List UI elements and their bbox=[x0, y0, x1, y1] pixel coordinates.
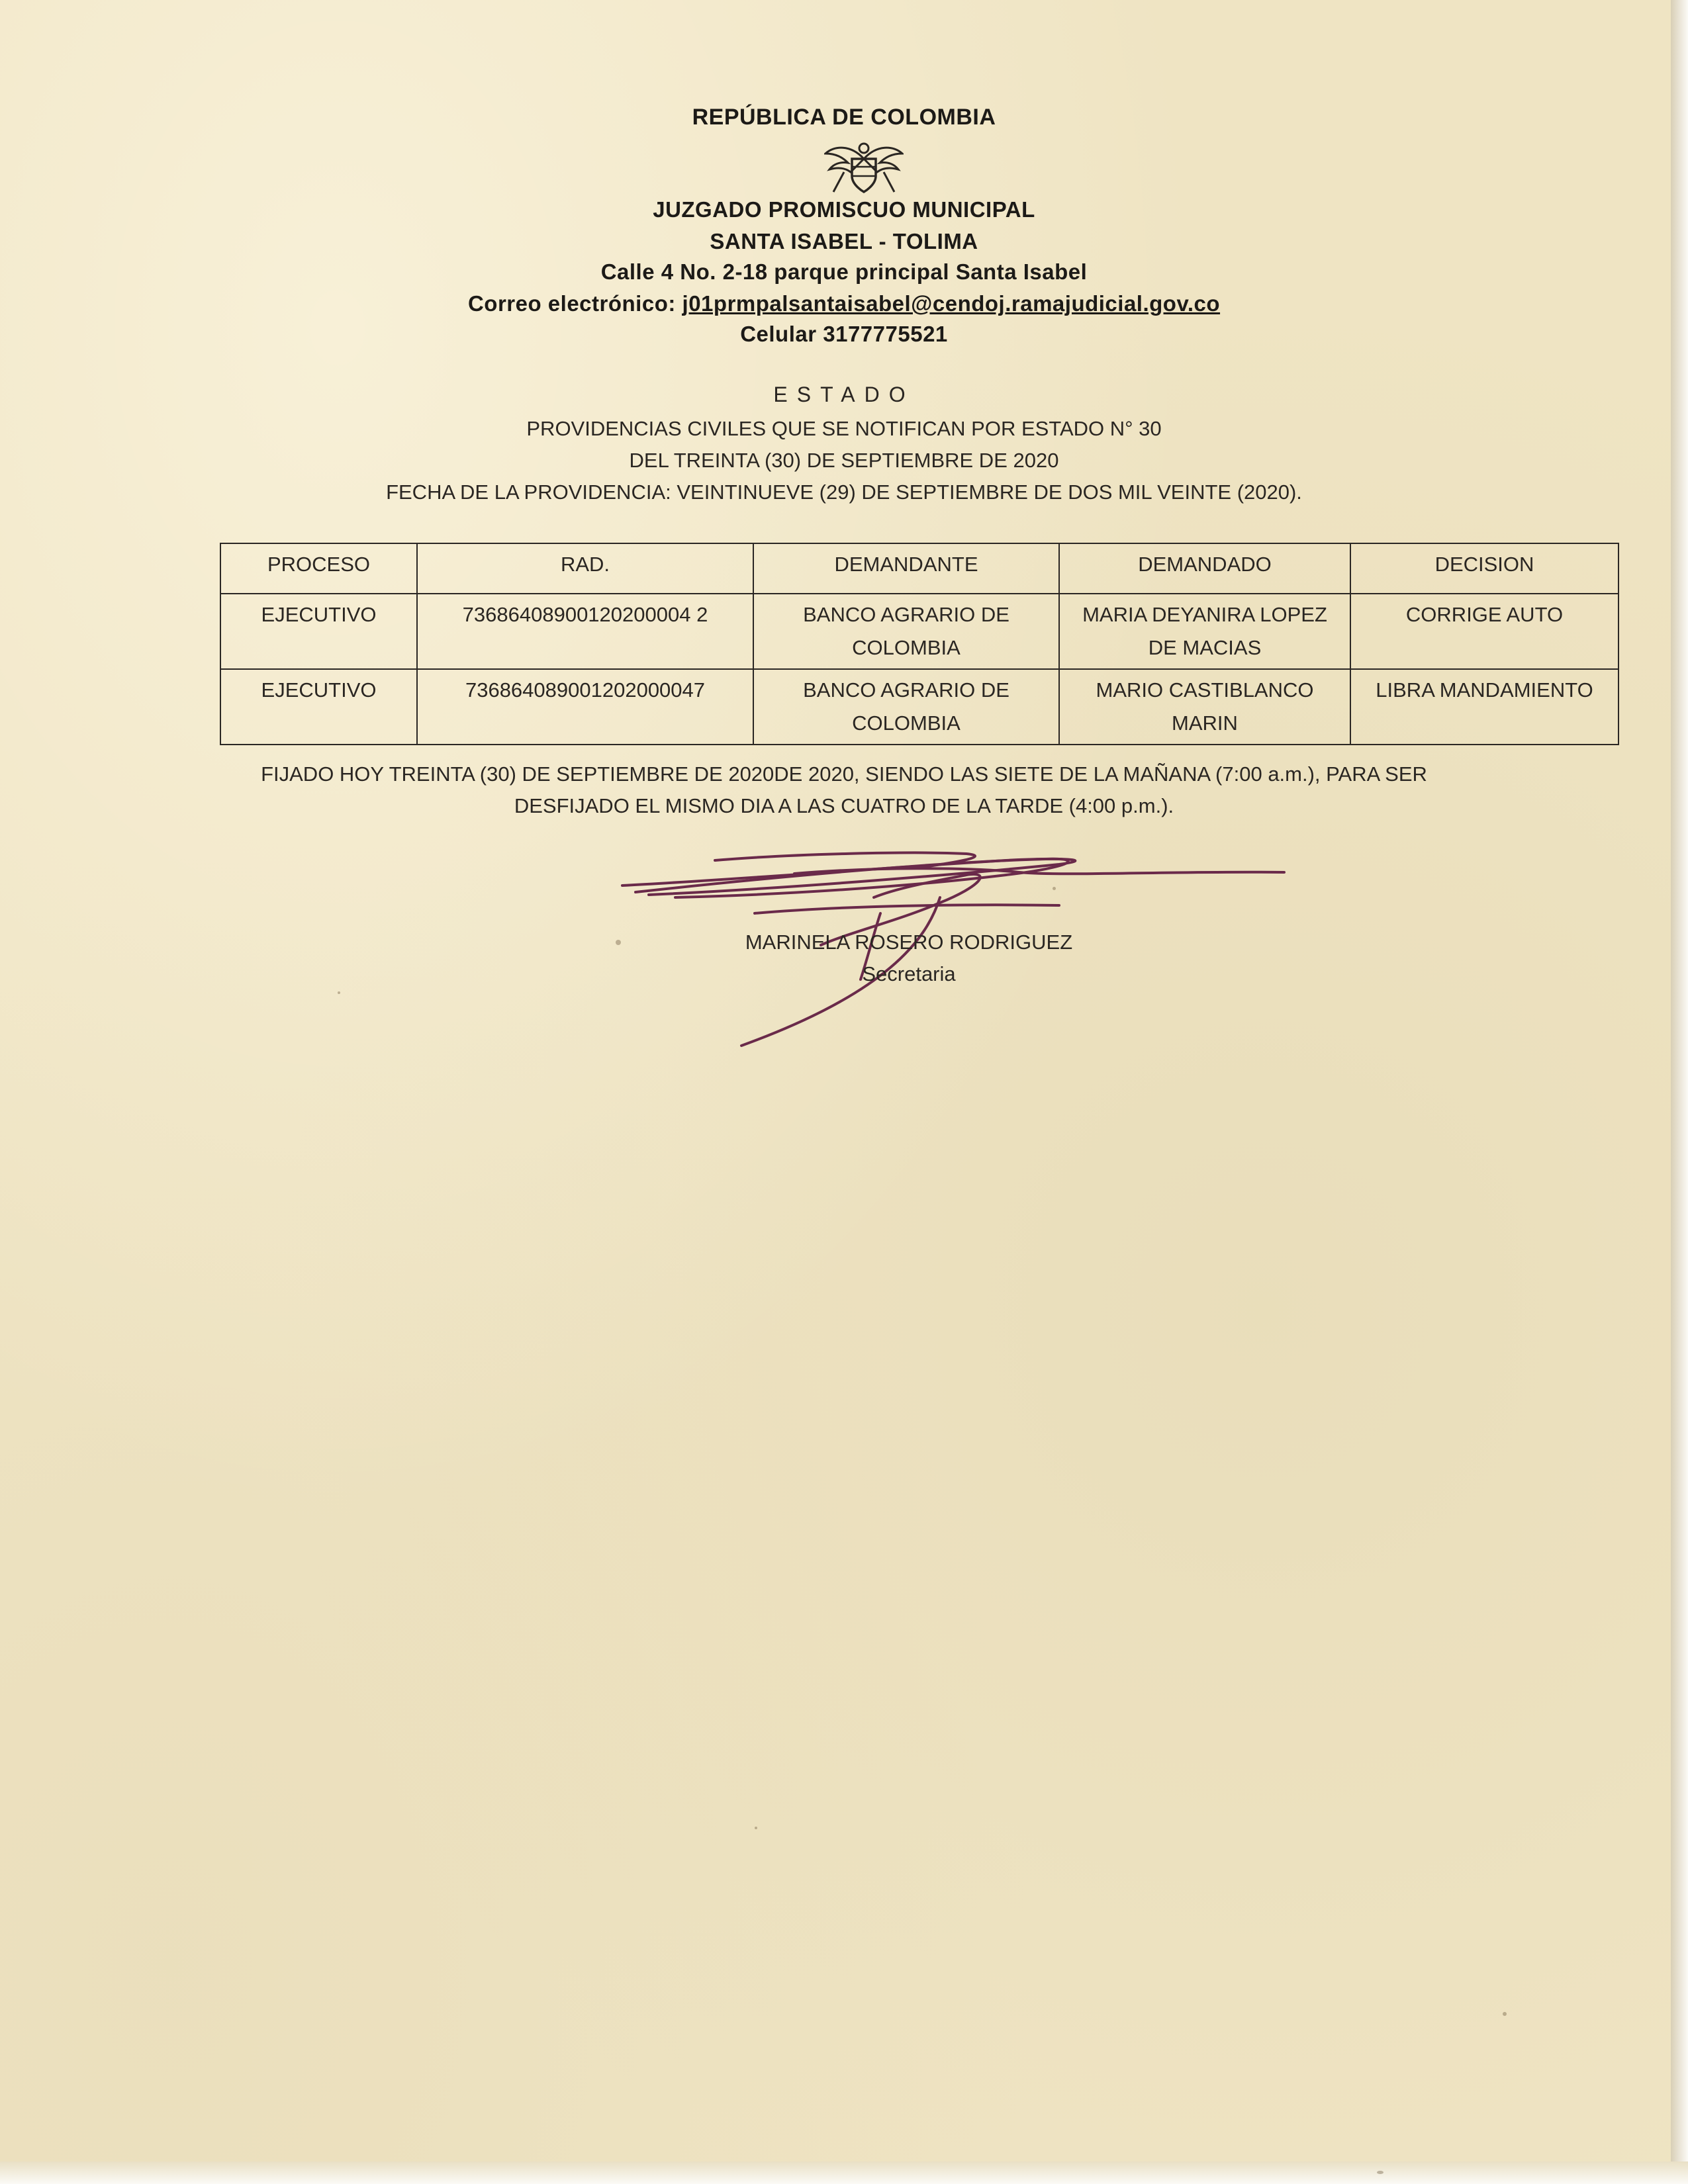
signer-name: MARINELA ROSERO RODRIGUEZ bbox=[745, 931, 1073, 954]
paper-speck bbox=[755, 1827, 757, 1829]
estado-title: ESTADO bbox=[773, 383, 915, 406]
paper-speck bbox=[616, 940, 621, 945]
cell-proceso: EJECUTIVO bbox=[220, 594, 417, 669]
posting-notice-line2: DESFIJADO EL MISMO DIA A LAS CUATRO DE LA TARDE (4:00 p.m.). bbox=[514, 794, 1174, 817]
notification-title: PROVIDENCIAS CIVILES QUE SE NOTIFICAN POR ESTADO N° 30 bbox=[526, 417, 1162, 440]
paper-speck bbox=[1377, 2171, 1383, 2174]
paper-speck bbox=[1053, 887, 1056, 890]
cell-proceso: EJECUTIVO bbox=[220, 669, 417, 745]
cell-demandante: BANCO AGRARIO DE COLOMBIA bbox=[753, 594, 1059, 669]
cell-decision: CORRIGE AUTO bbox=[1350, 594, 1618, 669]
providence-date: FECHA DE LA PROVIDENCIA: VEINTINUEVE (29) DE SEPTIEMBRE DE DOS MIL VEINTE (2020). bbox=[386, 480, 1302, 504]
cell-demandado: MARIO CASTIBLANCO MARIN bbox=[1059, 669, 1350, 745]
paper-speck bbox=[338, 991, 340, 994]
column-header-demandante: DEMANDANTE bbox=[753, 543, 1059, 594]
cell-demandante: BANCO AGRARIO DE COLOMBIA bbox=[753, 669, 1059, 745]
paper-speck bbox=[1503, 2012, 1507, 2016]
court-address: Calle 4 No. 2-18 parque principal Santa Isabel bbox=[600, 259, 1088, 284]
posting-notice-line1: FIJADO HOY TREINTA (30) DE SEPTIEMBRE DE 2020DE 2020, SIENDO LAS SIETE DE LA MAÑANA (7:00 a.m.), PARA SER bbox=[261, 762, 1427, 786]
providences-table bbox=[220, 543, 1619, 745]
table-row bbox=[220, 669, 1618, 745]
cell-demandado: MARIA DEYANIRA LOPEZ DE MACIAS bbox=[1059, 594, 1350, 669]
signer-role: Secretaria bbox=[862, 962, 956, 985]
cell-rad: 736864089001202000047 bbox=[417, 669, 753, 745]
table-row bbox=[220, 594, 1618, 669]
notification-date: DEL TREINTA (30) DE SEPTIEMBRE DE 2020 bbox=[629, 449, 1059, 472]
court-name: JUZGADO PROMISCUO MUNICIPAL bbox=[653, 197, 1035, 222]
country-heading: REPÚBLICA DE COLOMBIA bbox=[692, 105, 996, 130]
column-header-proceso: PROCESO bbox=[220, 543, 417, 594]
email-line bbox=[0, 291, 1688, 316]
scan-edge-bottom bbox=[0, 2161, 1688, 2184]
cell-rad: 73686408900120200004 2 bbox=[417, 594, 753, 669]
email-label: Correo electrónico: bbox=[467, 291, 682, 316]
column-header-rad: RAD. bbox=[417, 543, 753, 594]
column-header-decision: DECISION bbox=[1350, 543, 1618, 594]
court-city: SANTA ISABEL - TOLIMA bbox=[710, 229, 978, 253]
court-phone: Celular 3177775521 bbox=[740, 322, 948, 346]
email-link[interactable]: j01prmpalsantaisabel@cendoj.ramajudicial.gov.co bbox=[682, 291, 1221, 316]
coat-of-arms-icon bbox=[824, 139, 904, 195]
table-header-row bbox=[220, 543, 1618, 594]
cell-decision: LIBRA MANDAMIENTO bbox=[1350, 669, 1618, 745]
column-header-demandado: DEMANDADO bbox=[1059, 543, 1350, 594]
